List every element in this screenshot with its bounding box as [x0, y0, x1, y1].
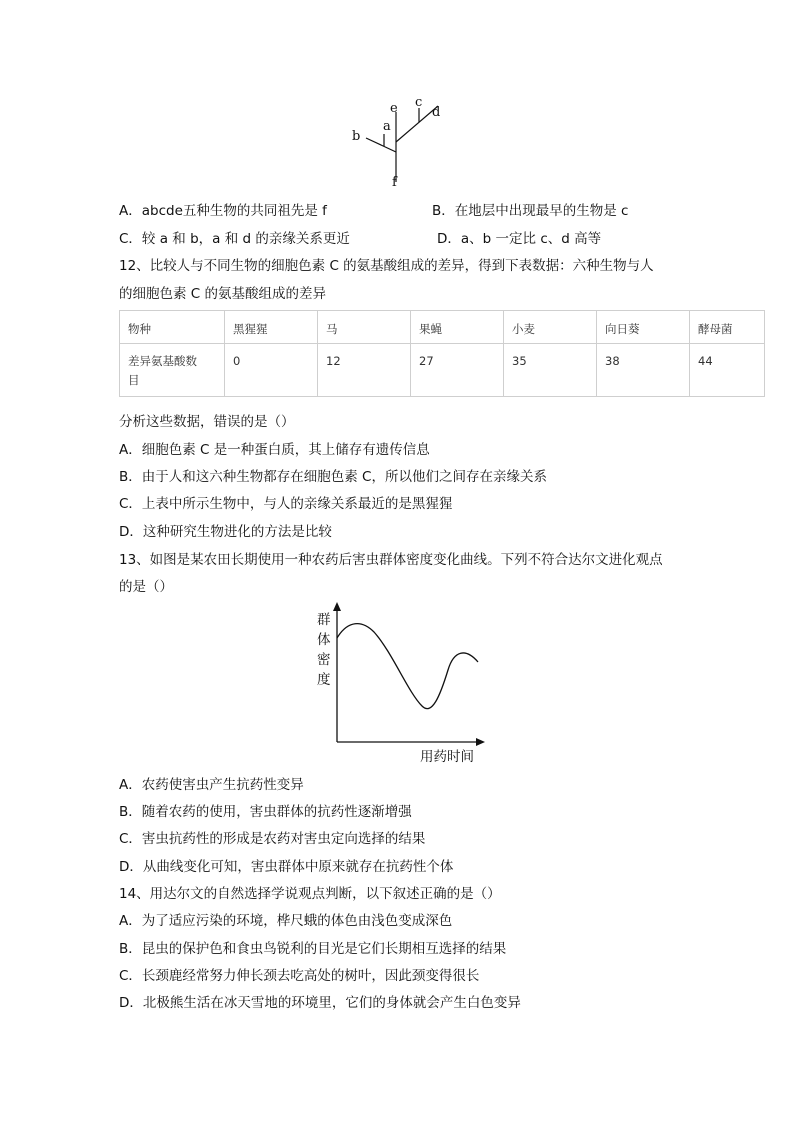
- q11-option-d: D．a、b 一定比 c、d 高等: [437, 231, 602, 247]
- q12-stem-line1: 12、比较人与不同生物的细胞色素 C 的氨基酸组成的差异，得到下表数据：六种生物与人: [119, 258, 654, 274]
- table-value-cell: 44: [690, 344, 765, 397]
- q14-option-c: C．长颈鹿经常努力伸长颈去吃高处的树叶，因此颈变得很长: [119, 968, 480, 984]
- graph-x-axis-arrow: [476, 738, 485, 746]
- graph-y-label-char: 密: [317, 652, 331, 668]
- q11-option-a: A．abcde五种生物的共同祖先是 f: [119, 203, 327, 219]
- graph-x-label: 用药时间: [420, 749, 474, 765]
- tree-label-f: f: [392, 175, 397, 190]
- table-species-cell: 向日葵: [597, 311, 690, 344]
- table-species-cell: 酵母菌: [690, 311, 765, 344]
- graph-y-label-char: 体: [317, 632, 331, 648]
- tree-branch-b: [366, 138, 396, 152]
- table-value-cell: 35: [504, 344, 597, 397]
- table-species-cell: 果蝇: [411, 311, 504, 344]
- q14-option-a: A．为了适应污染的环境，桦尺蛾的体色由浅色变成深色: [119, 913, 453, 929]
- table-species-cell: 黑猩猩: [225, 311, 318, 344]
- table-header-label: 物种: [120, 311, 225, 344]
- q12-stem-line2: 的细胞色素 C 的氨基酸组成的差异: [119, 286, 327, 302]
- graph-y-label-char: 群: [317, 612, 331, 628]
- table-value-cell: 27: [411, 344, 504, 397]
- pest-density-graph: [290, 600, 490, 770]
- table-species-cell: 马: [318, 311, 411, 344]
- tree-label-d: d: [432, 105, 441, 120]
- table-value-cell: 38: [597, 344, 690, 397]
- q12-question: 分析这些数据，错误的是（）: [119, 414, 295, 430]
- tree-label-b: b: [352, 129, 361, 144]
- cytochrome-difference-table: [119, 310, 765, 397]
- q13-stem-line2: 的是（）: [119, 579, 173, 595]
- density-curve: [337, 624, 478, 709]
- q14-option-d: D．北极熊生活在冰天雪地的环境里，它们的身体就会产生白色变异: [119, 995, 521, 1011]
- graph-y-label-char: 度: [317, 672, 331, 688]
- table-row-label-line2: 目: [128, 373, 140, 387]
- q13-option-d: D．从曲线变化可知，害虫群体中原来就存在抗药性个体: [119, 859, 454, 875]
- tree-label-e: e: [390, 101, 398, 116]
- table-row-label: [120, 344, 225, 397]
- q12-option-d: D．这种研究生物进化的方法是比较: [119, 524, 332, 540]
- q13-option-c: C．害虫抗药性的形成是农药对害虫定向选择的结果: [119, 831, 426, 847]
- table-value-cell: 12: [318, 344, 411, 397]
- table-row-label-line1: 差异氨基酸数: [128, 354, 197, 368]
- q12-option-a: A．细胞色素 C 是一种蛋白质，其上储存有遗传信息: [119, 442, 430, 458]
- q12-option-c: C．上表中所示生物中，与人的亲缘关系最近的是黑猩猩: [119, 496, 453, 512]
- tree-label-c: c: [415, 96, 423, 110]
- evolution-tree-figure: [340, 96, 450, 192]
- table-species-cell: 小麦: [504, 311, 597, 344]
- q13-option-a: A．农药使害虫产生抗药性变异: [119, 777, 304, 793]
- q14-option-b: B．昆虫的保护色和食虫鸟锐利的目光是它们长期相互选择的结果: [119, 941, 507, 957]
- q14-stem: 14、用达尔文的自然选择学说观点判断，以下叙述正确的是（）: [119, 886, 501, 902]
- q11-option-b: B．在地层中出现最早的生物是 c: [432, 203, 629, 219]
- q12-option-b: B．由于人和这六种生物都存在细胞色素 C，所以他们之间存在亲缘关系: [119, 469, 547, 485]
- graph-y-axis-arrow: [333, 602, 341, 611]
- table-header-row: [120, 311, 765, 344]
- q13-stem-line1: 13、如图是某农田长期使用一种农药后害虫群体密度变化曲线。下列不符合达尔文进化观点: [119, 552, 663, 568]
- q13-option-b: B．随着农药的使用，害虫群体的抗药性逐渐增强: [119, 804, 412, 820]
- table-value-cell: 0: [225, 344, 318, 397]
- tree-label-a: a: [383, 119, 391, 134]
- table-value-row: [120, 344, 765, 397]
- q11-option-c: C．较 a 和 b，a 和 d 的亲缘关系更近: [119, 231, 350, 247]
